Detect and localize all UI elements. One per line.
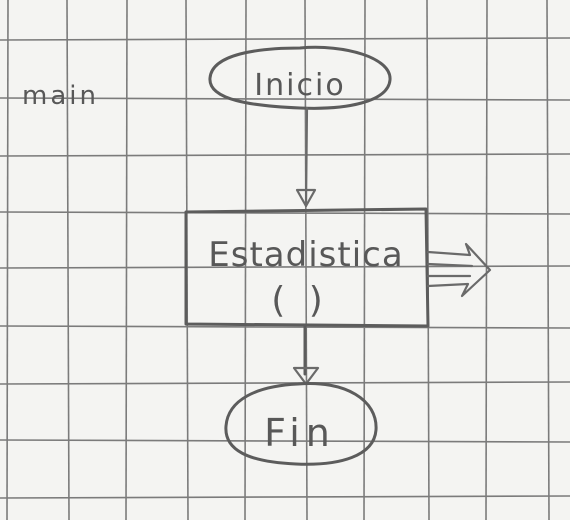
grid-line-vertical xyxy=(7,0,8,520)
grid-line-horizontal xyxy=(0,496,570,498)
grid-line-vertical xyxy=(126,0,127,520)
grid-line-horizontal xyxy=(0,212,570,214)
grid-line-vertical xyxy=(67,0,69,520)
process-box-params: ( ) xyxy=(271,280,329,321)
process-box-label: Estadistica xyxy=(208,235,404,275)
process-box xyxy=(186,209,428,326)
grid-line-horizontal xyxy=(0,154,570,156)
arrow-process-to-right xyxy=(428,244,490,296)
arrow-start-to-process xyxy=(297,108,315,206)
grid-line-horizontal xyxy=(0,38,570,40)
end-terminal xyxy=(226,383,376,464)
end-terminal-label: Fin xyxy=(264,411,336,455)
function-label-main: main xyxy=(22,81,99,111)
start-terminal-label: Inicio xyxy=(254,68,346,103)
arrow-right-shape xyxy=(428,244,490,296)
arrow-start-to-process-line xyxy=(306,108,307,206)
